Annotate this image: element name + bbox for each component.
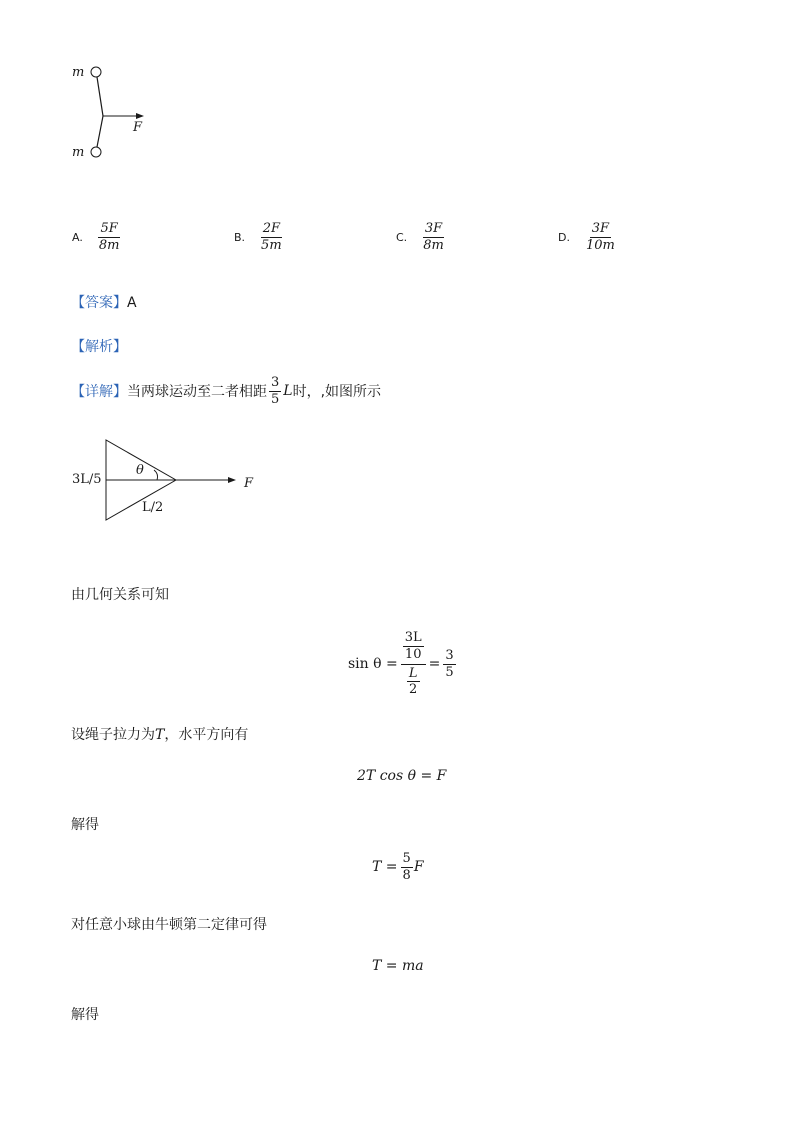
eq3-lhs: T = bbox=[372, 859, 398, 876]
eq3-den: 8 bbox=[402, 867, 411, 883]
option-d-label: D. bbox=[558, 230, 570, 244]
eq3-num: 5 bbox=[402, 851, 411, 866]
detail-text-before: 当两球运动至二者相距 bbox=[127, 384, 267, 401]
tension-before: 设绳子拉力为 bbox=[71, 727, 155, 743]
option-d bbox=[558, 222, 617, 252]
analysis-line bbox=[71, 336, 127, 356]
detail-frac-den: 5 bbox=[271, 391, 280, 407]
analysis-tag: 【解析】 bbox=[71, 339, 127, 355]
triangle-left-label: 3L/5 bbox=[72, 472, 102, 487]
equation-tension bbox=[372, 852, 424, 882]
option-d-fraction bbox=[584, 222, 617, 252]
tension-var: T bbox=[155, 727, 165, 743]
option-c-label: C. bbox=[396, 230, 408, 244]
detail-fraction bbox=[269, 376, 281, 406]
eq3-fraction bbox=[401, 852, 413, 882]
equation-newton: T = ma bbox=[372, 958, 424, 974]
triangle-bottom-label: L/2 bbox=[142, 500, 164, 515]
option-c-den: 8m bbox=[423, 237, 444, 253]
option-b-den: 5m bbox=[261, 237, 282, 253]
figure-two-masses bbox=[60, 58, 170, 168]
mass-top-ball bbox=[91, 67, 101, 77]
eq1-compound-fraction bbox=[401, 631, 426, 697]
option-a-num: 5F bbox=[100, 221, 118, 236]
answer-line bbox=[71, 292, 137, 312]
detail-var: L bbox=[283, 383, 293, 400]
eq1-outer-den-den: 2 bbox=[409, 682, 418, 698]
option-d-num: 3F bbox=[591, 221, 610, 236]
newton-line: 对任意小球由牛顿第二定律可得 bbox=[71, 917, 267, 933]
equation-sin bbox=[348, 624, 456, 704]
eq1-equals: = bbox=[428, 656, 441, 672]
option-c-num: 3F bbox=[424, 221, 443, 236]
eq1-rhs-fraction bbox=[443, 649, 455, 679]
detail-text-after: 时，,如图所示 bbox=[292, 384, 382, 401]
eq3-rhs: F bbox=[413, 859, 424, 876]
option-c bbox=[396, 222, 446, 252]
option-a bbox=[72, 222, 121, 252]
triangle-force-label: F bbox=[244, 476, 254, 491]
option-b-fraction bbox=[259, 222, 284, 252]
force-arrow-head-2 bbox=[228, 477, 236, 483]
option-a-label: A. bbox=[72, 230, 83, 244]
option-a-den: 8m bbox=[98, 237, 120, 253]
force-label: F bbox=[133, 120, 143, 135]
option-b bbox=[234, 222, 284, 252]
answer-value: A bbox=[127, 295, 137, 311]
option-b-num: 2F bbox=[262, 221, 280, 236]
eq1-inner-den: 10 bbox=[404, 646, 422, 662]
eq1-inner-fraction bbox=[403, 631, 424, 661]
mass-bottom-label: m bbox=[72, 145, 85, 160]
eq1-outer-num bbox=[401, 631, 426, 664]
detail-tag: 【详解】 bbox=[71, 384, 127, 401]
angle-arc bbox=[154, 470, 158, 480]
solve-line-1: 解得 bbox=[71, 817, 99, 833]
rope-bottom bbox=[97, 116, 103, 147]
geometry-line: 由几何关系可知 bbox=[71, 587, 169, 603]
figure-triangle bbox=[68, 436, 268, 526]
equation-force-balance: 2T cos θ = F bbox=[357, 768, 447, 784]
option-a-fraction bbox=[97, 222, 122, 252]
force-arrow-head bbox=[136, 113, 144, 119]
mass-top-label: m bbox=[72, 65, 85, 80]
tension-line bbox=[71, 724, 248, 744]
option-d-den: 10m bbox=[585, 237, 615, 253]
option-c-fraction bbox=[421, 222, 446, 252]
eq1-rhs-den: 5 bbox=[445, 664, 454, 680]
triangle-angle-label: θ bbox=[136, 463, 144, 478]
eq1-outer-den-fraction bbox=[407, 667, 420, 697]
answer-tag: 【答案】 bbox=[71, 295, 127, 311]
rope-top bbox=[97, 77, 103, 116]
eq1-outer-den-num: L bbox=[408, 665, 418, 681]
eq1-outer-den bbox=[405, 665, 422, 697]
option-b-label: B. bbox=[234, 230, 246, 244]
eq1-lhs: sin θ = bbox=[348, 656, 398, 672]
solve-line-2: 解得 bbox=[71, 1007, 99, 1023]
detail-frac-num: 3 bbox=[271, 375, 280, 390]
eq1-rhs-num: 3 bbox=[445, 647, 454, 663]
detail-line bbox=[71, 376, 381, 406]
mass-bottom-ball bbox=[91, 147, 101, 157]
eq1-inner-num: 3L bbox=[404, 630, 422, 646]
tension-after: ，水平方向有 bbox=[164, 727, 249, 743]
